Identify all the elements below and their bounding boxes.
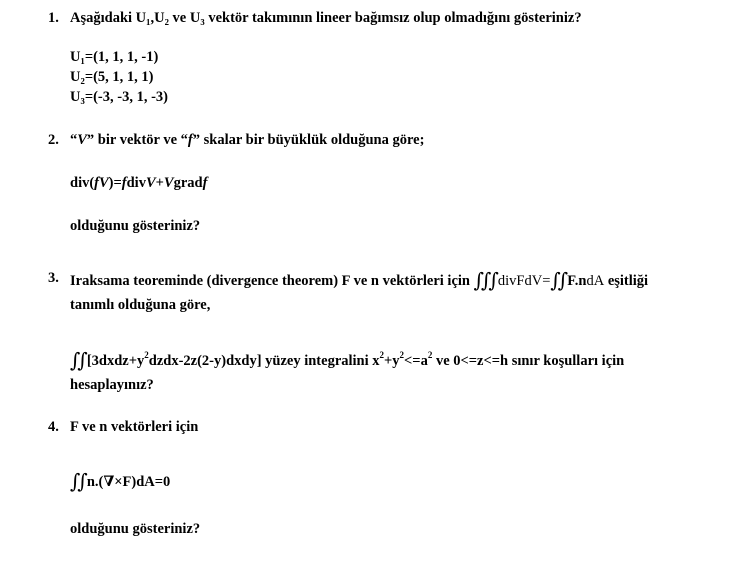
q2-f-symbol: f — [187, 132, 193, 148]
q2-text-end: ” skalar bir büyüklük olduğuna göre; — [192, 132, 425, 148]
q1-vector-3: U₃=(-3, -3, 1, -3) — [70, 89, 168, 105]
q3-div-expr: divFdV= — [497, 273, 551, 289]
q3-line1 — [70, 269, 648, 290]
q2-formula-plus: + — [155, 175, 164, 191]
q2-formula-v1: V — [145, 175, 156, 191]
q1-vector-1: U₁=(1, 1, 1, -1) — [70, 49, 159, 65]
q2-formula — [70, 174, 207, 192]
q3-surface-da: dA — [586, 273, 605, 289]
q2-closing: olduğunu gösteriniz? — [70, 218, 201, 234]
q1-text: Aşağıdaki U₁,U₂ ve U₃ vektör takımının lineer bağımsız olup olmadığını gösteriniz? — [70, 10, 582, 26]
double-integral-icon: ∫∫ — [70, 469, 85, 493]
q4-formula — [70, 470, 170, 491]
q3-surface-expr: F.n — [567, 273, 587, 289]
q2-formula-f: f — [121, 175, 127, 191]
triple-integral-icon: ∫∫∫ — [473, 268, 496, 292]
q3-text-before: Iraksama teoreminde (divergence theorem) F ve n vektörleri için — [70, 273, 470, 289]
q3-plus-y: +y — [384, 353, 400, 369]
q1-number: 1. — [48, 10, 59, 26]
q3-integrand-prefix: [3dxdz+y — [86, 353, 145, 369]
q3-line2: tanımlı olduğuna göre, — [70, 297, 211, 313]
q2-formula-div: div( — [70, 175, 95, 191]
q2-quote-open: “ — [70, 132, 78, 148]
q3-sup-y2: 2 — [399, 350, 405, 361]
q2-formula-v2: V — [163, 175, 174, 191]
q3-sup-x: 2 — [379, 350, 385, 361]
q2-text — [70, 131, 424, 149]
q3-line4: hesaplayınız? — [70, 377, 154, 393]
q1-vector-2: U₂=(5, 1, 1, 1) — [70, 69, 154, 85]
q3-condition-rest: ve 0<=z<=h sınır koşulları için — [432, 353, 625, 369]
q3-line3 — [70, 349, 624, 370]
double-integral-icon: ∫∫ — [70, 348, 85, 372]
q2-formula-fv: fV — [94, 175, 109, 191]
q2-formula-f2: f — [202, 175, 208, 191]
q2-formula-div2: div — [126, 175, 146, 191]
q4-text: F ve n vektörleri için — [70, 419, 199, 435]
q3-text-after: eşitliği — [607, 273, 649, 289]
q3-number: 3. — [48, 270, 59, 286]
q4-number: 4. — [48, 419, 59, 435]
double-integral-icon: ∫∫ — [550, 268, 566, 292]
q3-le-a: <=a — [404, 353, 428, 369]
q2-text-mid: ” bir vektör ve “ — [86, 132, 188, 148]
q4-closing: olduğunu gösteriniz? — [70, 521, 201, 537]
q2-number: 2. — [48, 132, 59, 148]
q2-formula-grad: grad — [173, 175, 203, 191]
q2-formula-eq: )= — [108, 175, 122, 191]
q3-sup-a: 2 — [427, 350, 433, 361]
q3-sup-y: 2 — [144, 350, 149, 361]
q4-expr: n.(∇×F)dA=0 — [86, 474, 171, 490]
q2-v-symbol: V — [77, 132, 87, 148]
q3-integrand-rest: dzdx-2z(2-y)dxdy] yüzey integralini x — [148, 353, 380, 369]
